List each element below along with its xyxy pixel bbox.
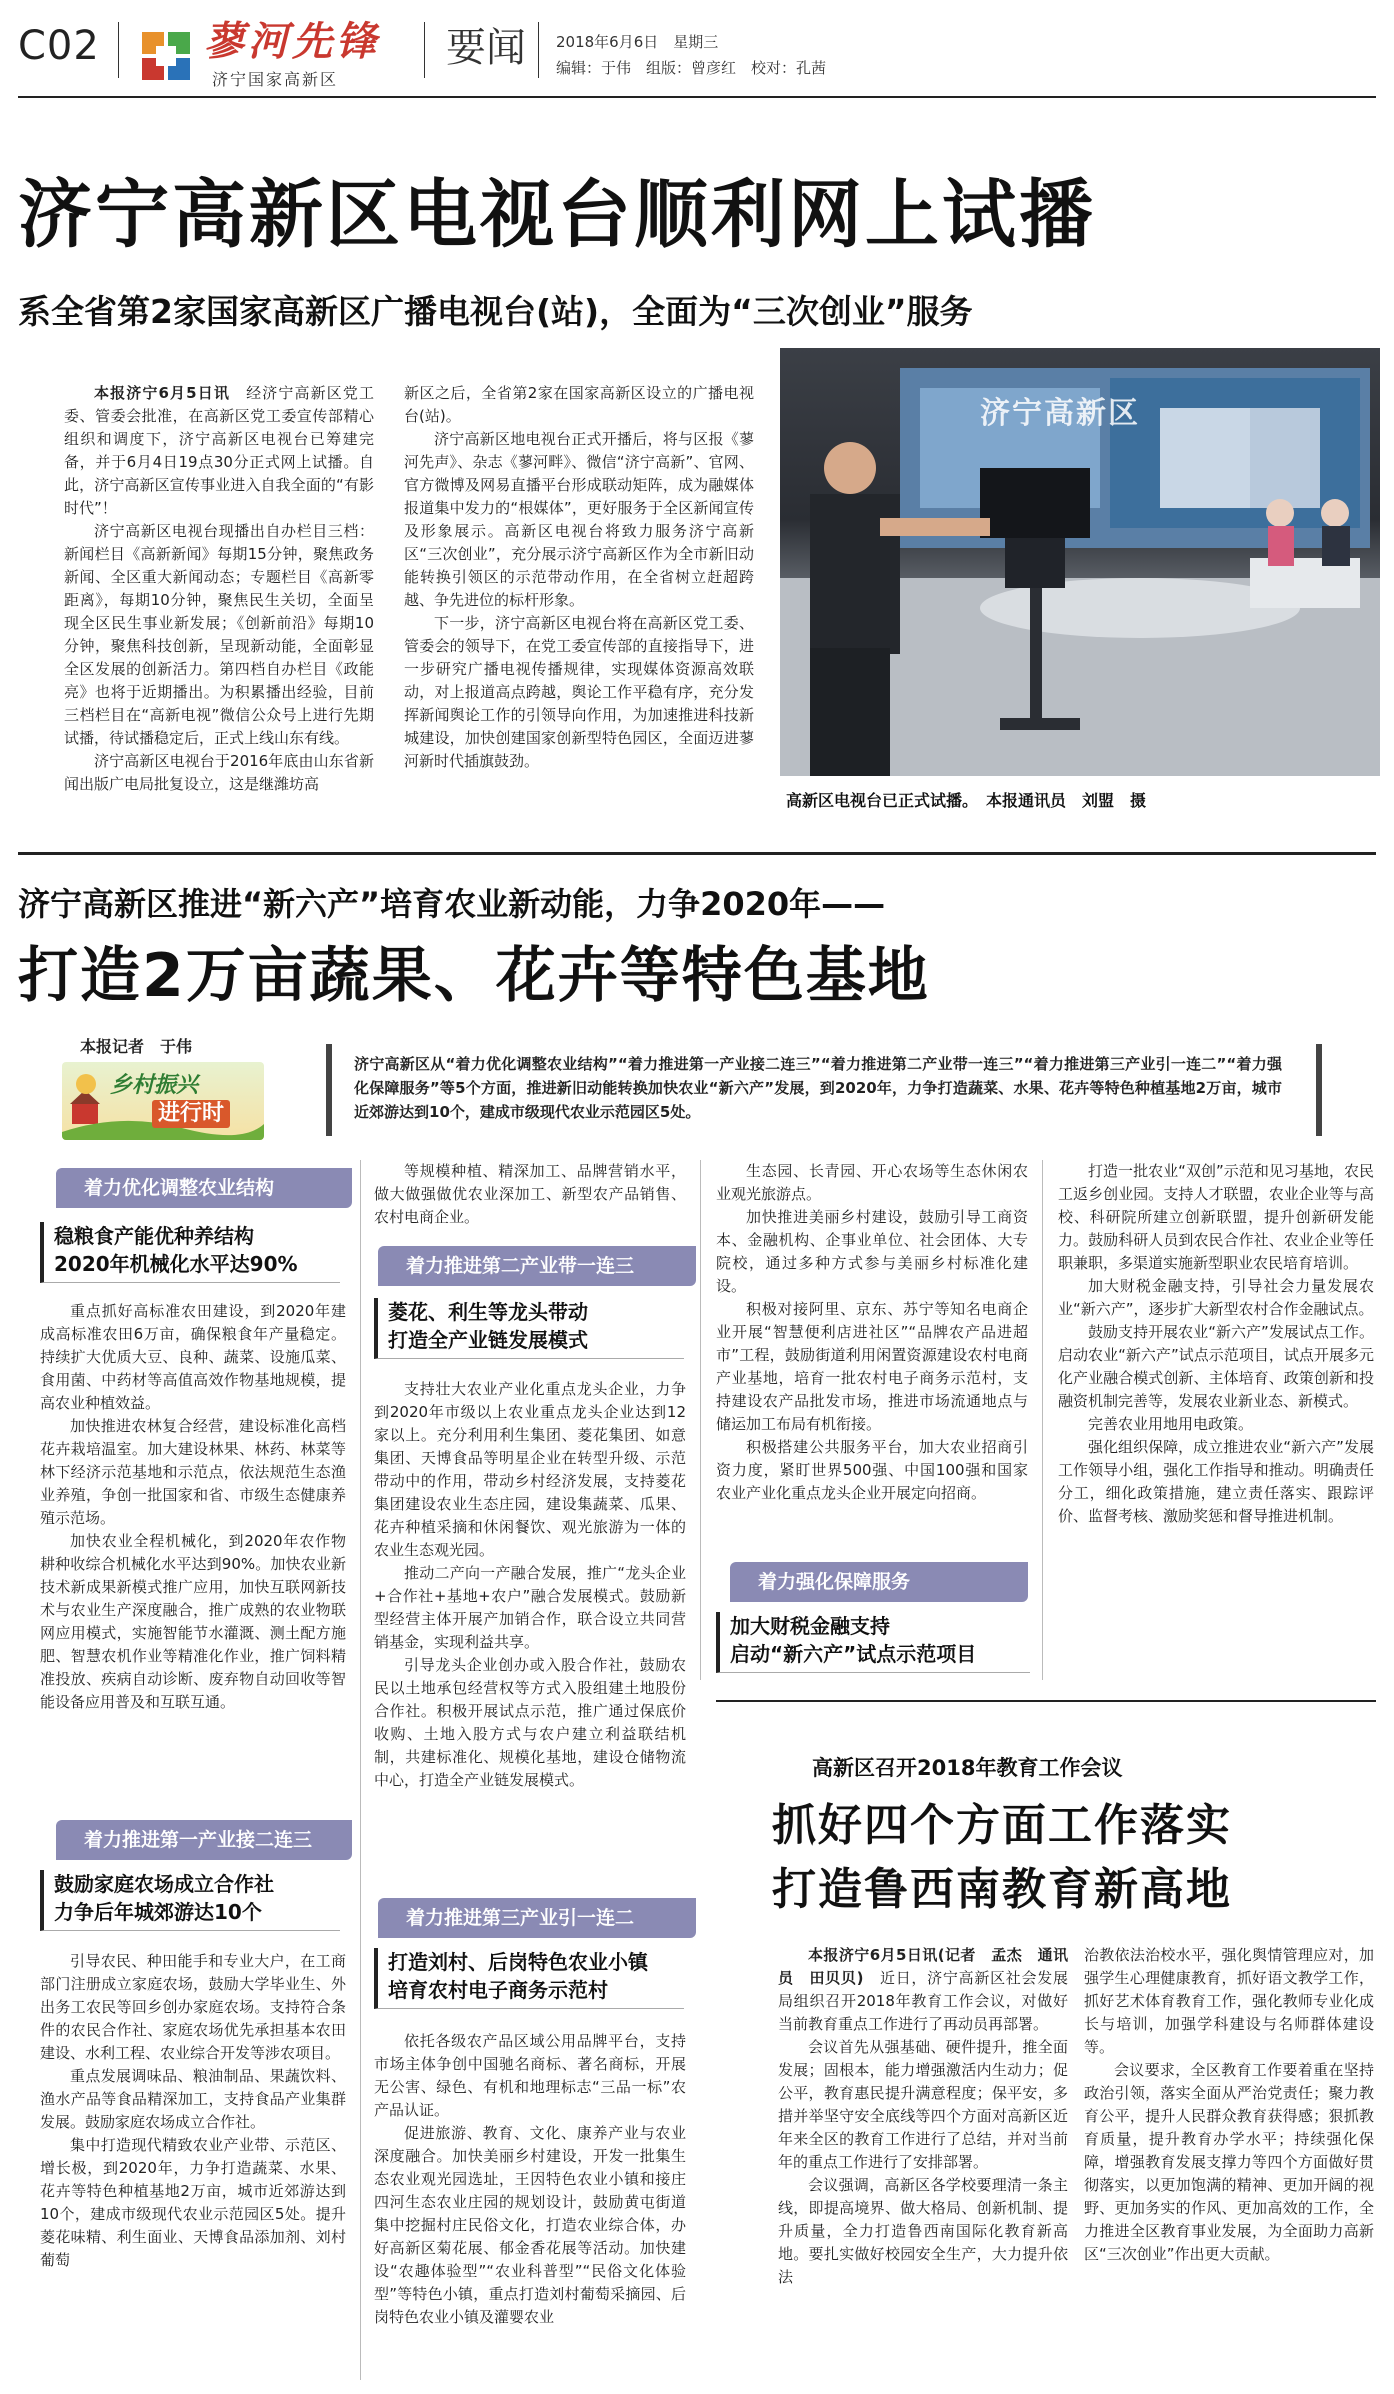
story2-paragraph: 重点抓好高标准农田建设，到2020年建成高标准农田6万亩，确保粮食年产量稳定。持续扩大优质大豆、良种、蔬菜、设施瓜菜、食用菌、中药材等高值高效作物基地规模，提高农业种植效益。 [40, 1302, 346, 1412]
story2-paragraph: 依托各级农产品区域公用品牌平台，支持市场主体争创中国驰名商标、著名商标，开展无公害、绿色、有机和地理标志“三品一标”农产品认证。 [374, 2032, 686, 2119]
subhead-line: 加大财税金融支持 [730, 1614, 890, 1638]
story3-paragraph: 会议要求，全区教育工作要着重在坚持政治引领，落实全面从严治党责任；聚力教育公平，提升人民群众教育获得感；狠抓教育质量，提升教育办学水平；持续强化保障，增强教育发展支撑力等四个方面做好贯彻落实，以更加饱满的精神、更加开阔的视野、更加务实的作风、更加高效的工作，全力推进全区教育事业发展，为全面助力高新区“三次创业”作出更大贡献。 [1084, 2061, 1374, 2263]
section-banner: 着力推进第二产业带一连三 [378, 1246, 696, 1286]
story1-paragraph: 济宁高新区地电视台正式开播后，将与区报《蓼河先声》、杂志《蓼河畔》、微信“济宁高新”、官网、官方微博及网易直播平台形成联动矩阵，成为融媒体报道集中发力的“根媒体”，更好服务于全区新闻宣传及形象展示。高新区电视台将致力服务济宁高新区“三次创业”，充分展示济宁高新区作为全市新旧动能转换引领区的示范带动作用，在全省树立赶超跨越、争先进位的标杆形象。 [404, 430, 754, 609]
subhead-5 [716, 1612, 1030, 1673]
story2-paragraph: 加快推进美丽乡村建设，鼓励引导工商资本、金融机构、企事业单位、社会团体、大专院校，通过多种方式参与美丽乡村标准化建设。 [716, 1208, 1028, 1295]
section-name: 要闻 [446, 25, 526, 71]
story1-dateline: 本报济宁6月5日讯 [94, 384, 230, 402]
subhead-2 [40, 1870, 340, 1931]
story2-col1-text-a [40, 1300, 346, 1714]
story2-col2-text-a [374, 1160, 686, 1229]
photo-caption: 高新区电视台已正式试播。 本报通讯员 刘盟 摄 [786, 791, 1147, 810]
page-number: C02 [18, 23, 100, 69]
subhead-line: 培育农村电子商务示范村 [388, 1978, 608, 2002]
story2-paragraph: 促进旅游、教育、文化、康养产业与农业深度融合。加快美丽乡村建设，开发一批集生态农业观光园选址，王因特色农业小镇和接庄四河生态农业庄园的规划设计，鼓励黄屯街道集中挖掘村庄民俗文化，打造农业综合体，办好高新区菊花展、郁金香花展等活动。加快建设“农趣体验型”“农业科普型”“民俗文化体验型”等特色小镇，重点打造刘村葡萄采摘园、后岗特色农业小镇及灌婴农业 [374, 2124, 686, 2326]
story1-paragraph: 新区之后，全省第2家在国家高新区设立的广播电视台(站)。 [404, 384, 754, 425]
story2-paragraph: 强化组织保障，成立推进农业“新六产”发展工作领导小组，强化工作指导和推动。明确责任分工，细化政策措施，建立责任落实、跟踪评价、监督考核、激励奖惩和督导推进机制。 [1058, 1438, 1374, 1525]
story2-paragraph: 加大财税金融支持，引导社会力量发展农业“新六产”，逐步扩大新型农村合作金融试点。 [1058, 1277, 1374, 1318]
story2-paragraph: 重点发展调味品、粮油制品、果蔬饮料、渔水产品等食品精深加工，支持食品产业集群发展。鼓励家庭农场成立合作社。 [40, 2067, 346, 2131]
masthead-divider-2 [424, 22, 425, 78]
badge-line-2: 进行时 [152, 1100, 230, 1128]
summary-box [326, 1044, 1322, 1136]
story3-headline-1: 抓好四个方面工作落实 [772, 1800, 1232, 1851]
column-divider [700, 1160, 701, 1680]
subhead-line: 力争后年城郊游达10个 [54, 1900, 262, 1924]
subhead-line: 打造刘村、后岗特色农业小镇 [388, 1950, 648, 1974]
subhead-line: 启动“新六产”试点示范项目 [730, 1642, 977, 1666]
badge-line-1: 乡村振兴 [110, 1073, 199, 1098]
section-banner: 着力强化保障服务 [730, 1562, 1028, 1602]
subhead-line: 2020年机械化水平达90% [54, 1252, 298, 1276]
subhead-line: 鼓励家庭农场成立合作社 [54, 1872, 274, 1896]
story3-paragraph: 近日，济宁高新区社会发展局组织召开2018年教育工作会议，对做好当前教育重点工作进行了再动员再部署。 [778, 1969, 1068, 2033]
story2-paragraph: 生态园、长青园、开心农场等生态休闲农业观光旅游点。 [716, 1162, 1028, 1203]
story2-paragraph: 集中打造现代精致农业产业带、示范区、增长极，到2020年，力争打造蔬菜、水果、花卉等特色种植基地2万亩，城市近郊游达到10个，建成市级现代农业示范园区5处。提升菱花味精、利生面业、天博食品添加剂、刘村葡萄 [40, 2136, 346, 2269]
paper-logo-icon [140, 30, 192, 82]
story1-paragraph: 济宁高新区电视台现播出自办栏目三档：新闻栏目《高新新闻》每期15分钟，聚焦政务新闻、全区重大新闻动态；专题栏目《高新零距离》，每期10分钟，聚焦民生关切，全面呈现全区民生事业新发展；《创新前沿》每期10分钟，聚焦科技创新，呈现新动能，全面彰显全区发展的创新活力。第四档自办栏目《政能亮》也将于近期播出。为积累播出经验，目前三档栏目在“高新电视”微信公众号上进行先期试播，待试播稳定后，正式上线山东有线。 [64, 522, 374, 747]
story2-kicker: 济宁高新区推进“新六产”培育农业新动能，力争2020年—— [18, 885, 886, 923]
story2-paragraph: 加快推进农林复合经营，建设标准化高档花卉栽培温室。加大建设林果、林药、林菜等林下经济示范基地和示范点，依法规范生态渔业养殖，争创一批国家和省、市级生态健康养殖示范场。 [40, 1417, 346, 1527]
story2-col2-text-b [374, 1378, 686, 1792]
story2-col3-text-a [716, 1160, 1028, 1505]
story2-paragraph: 完善农业用地用电政策。 [1088, 1415, 1254, 1433]
story1-headline: 济宁高新区电视台顺利网上试播 [18, 172, 1096, 258]
story2-paragraph: 积极搭建公共服务平台，加大农业招商引资力度，紧盯世界500强、中国100强和国家农业产业化重点龙头企业开展定向招商。 [716, 1438, 1028, 1502]
section-banner: 着力优化调整农业结构 [56, 1168, 352, 1208]
story1-paragraph: 济宁高新区电视台于2016年底由山东省新闻出版广电局批复设立，这是继潍坊高 [64, 752, 374, 793]
studio-screen-text: 济宁高新区 [980, 396, 1140, 431]
section-banner: 着力推进第一产业接二连三 [56, 1820, 352, 1860]
story1-paragraph: 经济宁高新区党工委、管委会批准，在高新区党工委宣传部精心组织和调度下，济宁高新区电视台已筹建完备，并于6月4日19点30分正式网上试播。自此，济宁高新区宣传事业进入自我全面的“有影时代”！ [64, 384, 374, 517]
story2-paragraph: 引导龙头企业创办或入股合作社，鼓励农民以土地承包经营权等方式入股组建土地股份合作社。积极开展试点示范，推广通过保底价收购、土地入股方式与农户建立利益联结机制，共建标准化、规模化基地，建设仓储物流中心，打造全产业链发展模式。 [374, 1656, 686, 1789]
story2-paragraph: 打造一批农业“双创”示范和见习基地，农民工返乡创业园。支持人才联盟，农业企业等与高校、科研院所建立创新联盟，提升创新研发能力。鼓励科研人员到农民合作社、农业企业等任职兼职，多渠道实施新型职业农民培育培训。 [1058, 1162, 1374, 1272]
story1-subhead: 系全省第2家国家高新区广播电视台(站)，全面为“三次创业”服务 [18, 292, 973, 331]
masthead-divider-3 [538, 22, 539, 78]
subhead-1 [40, 1222, 340, 1283]
rural-revitalization-badge [62, 1062, 264, 1140]
column-divider [360, 1160, 361, 2380]
subhead-line: 打造全产业链发展模式 [388, 1328, 588, 1352]
story2-paragraph: 鼓励支持开展农业“新六产”发展试点工作。启动农业“新六产”试点示范项目，试点开展多元化产业融合模式创新、主体培育、政策创新和投融资机制完善等，发展农业新业态、新模式。 [1058, 1323, 1374, 1410]
story3-kicker: 高新区召开2018年教育工作会议 [812, 1756, 1123, 1780]
story2-byline: 本报记者 于伟 [80, 1037, 193, 1056]
paper-subtitle: 济宁国家高新区 [212, 70, 339, 89]
story3-column-1 [778, 1944, 1068, 2289]
subhead-4 [374, 1948, 684, 2009]
story2-headline: 打造2万亩蔬果、花卉等特色基地 [18, 941, 930, 1011]
masthead-divider-1 [118, 22, 119, 78]
story3-top-rule [716, 1700, 1376, 1702]
story2-paragraph: 加快农业全程机械化，到2020年农作物耕种收综合机械化水平达到90%。加快农业新技术新成果新模式推广应用，加快互联网新技术与农业生产深度融合，推广成熟的农业物联网应用模式，实施智能节水灌溉、测土配方施肥、智慧农机作业等精准化作业，推广饲料精准投放、疾病自动诊断、废弃物自动回收等智能设备应用普及和互联互通。 [40, 1532, 346, 1711]
story1-column-1 [64, 382, 374, 796]
story2-col4-text [1058, 1160, 1374, 1528]
story2-paragraph: 积极对接阿里、京东、苏宁等知名电商企业开展“智慧便利店进社区”“品牌农产品进超市”工程，鼓励街道利用闲置资源建设农村电商产业基地，培育一批农村电子商务示范村，支持建设农产品批发市场，推进市场流通地点与储运加工布局有机衔接。 [716, 1300, 1028, 1433]
masthead-rule [18, 96, 1376, 98]
story1-column-2 [404, 382, 754, 773]
story2-paragraph: 等规模种植、精深加工、品牌营销水平，做大做强做优农业深加工、新型农产品销售、农村电商企业。 [374, 1162, 686, 1226]
paper-name: 蓼河先锋 [204, 18, 380, 65]
column-divider [1042, 1160, 1043, 1680]
story1-bottom-rule [18, 852, 1376, 855]
masthead [0, 0, 1394, 96]
story1-paragraph: 下一步，济宁高新区电视台将在高新区党工委、管委会的领导下，在党工委宣传部的直接指导下，进一步研究广播电视传播规律，实现媒体资源高效联动，对上报道高点跨越，舆论工作平稳有序，充分发挥新闻舆论工作的引领导向作用，为加速推进科技新城建设，加快创建国家创新型特色园区，全面迈进蓼河新时代插旗鼓劲。 [404, 614, 754, 770]
section-banner: 着力推进第三产业引一连二 [378, 1898, 696, 1938]
subhead-line: 菱花、利生等龙头带动 [388, 1300, 588, 1324]
story2-col2-text-c [374, 2030, 686, 2329]
story2-paragraph: 支持壮大农业产业化重点龙头企业，力争到2020年市级以上农业重点龙头企业达到12家以上。充分利用利生集团、菱花集团、如意集团、天博食品等明星企业在转型升级、示范带动中的作用，带动乡村经济发展，支持菱花集团建设农业生态庄园，建设集蔬菜、瓜果、花卉种植采摘和休闲餐饮、观光旅游为一体的农业生态观光园。 [374, 1380, 686, 1559]
story2-paragraph: 引导农民、种田能手和专业大户，在工商部门注册成立家庭农场，鼓励大学毕业生、外出务工农民等回乡创办家庭农场。支持符合条件的农民合作社、家庭农场优先承担基本农田建设、水利工程、农业综合开发等涉农项目。 [40, 1952, 346, 2062]
story3-column-2 [1084, 1944, 1374, 2266]
tv-studio-photo [780, 348, 1380, 776]
story3-paragraph: 会议首先从强基础、硬件提升，推全面发展；固根本，能力增强激活内生动力；促公平，教育惠民提升满意程度；保平安，多措并举坚守安全底线等四个方面对高新区近年来全区的教育工作进行了总结，并对当前年的重点工作进行了安排部署。 [778, 2038, 1068, 2171]
subhead-line: 稳粮食产能优种养结构 [54, 1224, 254, 1248]
summary-text: 济宁高新区从“着力优化调整农业结构”“着力推进第一产业接二连三”“着力推进第二产业带一连三”“着力推进第三产业引一连二”“着力强化保障服务”等5个方面，推进新旧动能转换加快农业“新六产”发展，到2020年，力争打造蔬菜、水果、花卉等特色种植基地2万亩，城市近郊游达到10个，建成市级现代农业示范园区5处。 [354, 1055, 1282, 1121]
story3-paragraph: 会议强调，高新区各学校要理清一条主线，即提高境界、做大格局、创新机制、提升质量，全力打造鲁西南国际化教育新高地。要扎实做好校园安全生产，大力提升依法 [778, 2176, 1068, 2286]
subhead-3 [374, 1298, 684, 1359]
story3-dateline: 本报济宁6月5日讯(记者 孟杰 通讯员 田贝贝) [778, 1946, 1068, 1987]
story2-paragraph: 推动二产向一产融合发展，推广“龙头企业+合作社+基地+农户”融合发展模式。鼓励新型经营主体开展产加销合作，联合设立共同营销基金，实现利益共享。 [374, 1564, 686, 1651]
story2-col1-text-b [40, 1950, 346, 2272]
story3-headline-2: 打造鲁西南教育新高地 [772, 1864, 1232, 1915]
issue-date: 2018年6月6日 星期三 [556, 33, 719, 51]
editor-credits: 编辑：于伟 组版：曾彦红 校对：孔茜 [556, 59, 827, 77]
story3-paragraph: 治教依法治校水平，强化舆情管理应对，加强学生心理健康教育，抓好语文教学工作，抓好艺术体育教育工作，强化教师专业化成长与培训，加强学科建设与名师群体建设等。 [1084, 1946, 1374, 2056]
